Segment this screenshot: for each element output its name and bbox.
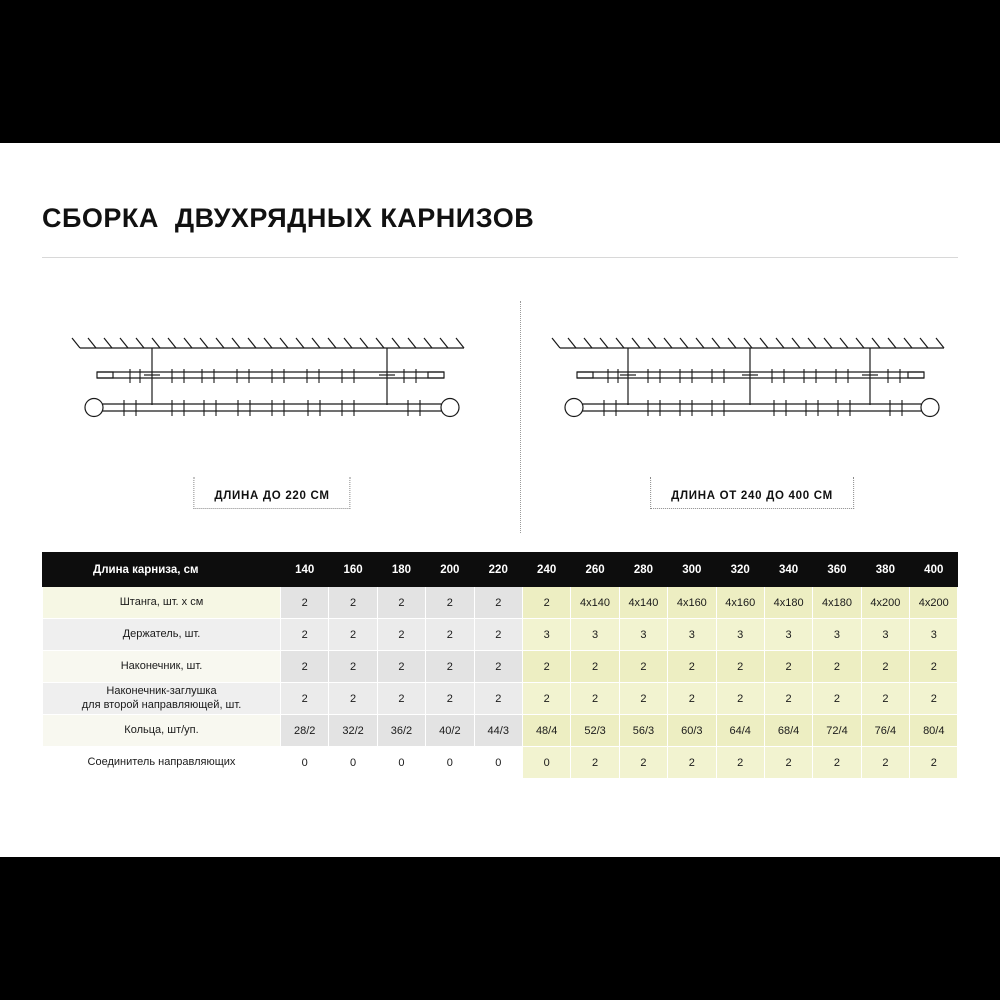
cell: 2 [668,747,716,779]
cell: 0 [377,747,425,779]
cell: 2 [764,651,812,683]
cell: 2 [668,683,716,715]
cell: 2 [619,747,667,779]
cell: 2 [716,651,764,683]
cell: 0 [522,747,570,779]
cell: 3 [861,619,909,651]
cell: 3 [619,619,667,651]
row-label-derzhatel: Держатель, шт. [43,619,281,651]
cell: 3 [716,619,764,651]
cell: 0 [474,747,522,779]
cell: 32/2 [329,715,377,747]
table-col-360: 360 [813,553,861,587]
diagram-divider [520,301,521,533]
cell: 2 [813,747,861,779]
cell: 2 [329,587,377,619]
table-col-160: 160 [329,553,377,587]
cell: 3 [668,619,716,651]
cell: 2 [619,683,667,715]
cell: 2 [861,651,909,683]
cell: 2 [474,619,522,651]
row-label-line1: Наконечник-заглушка [106,684,217,697]
diagram-long-caption: ДЛИНА ОТ 240 ДО 400 СМ [671,490,833,502]
row-label-soedinitel: Соединитель направляющих [43,747,281,779]
table-col-320: 320 [716,553,764,587]
cell: 4х140 [571,587,619,619]
cell: 2 [426,651,474,683]
table-row [43,651,958,683]
curtain-rod-long-svg [532,293,972,493]
cell: 2 [522,683,570,715]
cell: 4х180 [813,587,861,619]
cell: 40/2 [426,715,474,747]
cell: 80/4 [910,715,958,747]
table-col-380: 380 [861,553,909,587]
curtain-rod-short-svg [52,293,492,493]
cell: 2 [668,651,716,683]
diagram-long [532,293,972,533]
cell: 4х180 [764,587,812,619]
cell: 2 [377,683,425,715]
cell: 2 [377,651,425,683]
cell: 44/3 [474,715,522,747]
cell: 2 [910,747,958,779]
cell: 72/4 [813,715,861,747]
cell: 0 [426,747,474,779]
cell: 2 [910,683,958,715]
cell: 0 [329,747,377,779]
table-col-220: 220 [474,553,522,587]
cell: 56/3 [619,715,667,747]
cell: 4х160 [668,587,716,619]
cell: 2 [377,587,425,619]
caption-wrap-long [532,477,972,523]
cell: 2 [861,683,909,715]
diagram-short-caption: ДЛИНА ДО 220 СМ [214,490,330,502]
cell: 3 [764,619,812,651]
cell: 3 [813,619,861,651]
cell: 2 [426,619,474,651]
cell: 2 [522,587,570,619]
cell: 2 [329,619,377,651]
cell: 2 [377,619,425,651]
title-divider [42,257,958,258]
cell: 2 [813,651,861,683]
row-label-koltsa: Кольца, шт/уп. [43,715,281,747]
cell: 2 [764,683,812,715]
row-label-line2: для второй направляющей, шт. [81,698,242,711]
table-col-200: 200 [426,553,474,587]
cell: 64/4 [716,715,764,747]
cell: 3 [910,619,958,651]
table-row [43,587,958,619]
cell: 0 [281,747,329,779]
cell: 2 [571,683,619,715]
cell: 76/4 [861,715,909,747]
spec-table-wrap [42,552,958,779]
cell: 48/4 [522,715,570,747]
cell: 2 [910,651,958,683]
cell: 2 [474,587,522,619]
cell: 2 [716,747,764,779]
cell: 4х140 [619,587,667,619]
cell: 2 [474,683,522,715]
cell: 4х200 [861,587,909,619]
cell: 4х200 [910,587,958,619]
document-page [0,143,1000,857]
cell: 3 [522,619,570,651]
cell: 2 [522,651,570,683]
cell: 2 [474,651,522,683]
cell: 2 [329,651,377,683]
cell: 2 [571,747,619,779]
table-col-240: 240 [522,553,570,587]
cell: 4х160 [716,587,764,619]
row-label-shtanga: Штанга, шт. х см [43,587,281,619]
table-row [43,747,958,779]
cell: 2 [619,651,667,683]
table-header-label: Длина карниза, см [43,553,281,587]
table-row [43,715,958,747]
table-col-180: 180 [377,553,425,587]
table-col-300: 300 [668,553,716,587]
table-row [43,619,958,651]
cell: 52/3 [571,715,619,747]
cell: 28/2 [281,715,329,747]
cell: 2 [861,747,909,779]
spec-table [42,552,958,779]
diagram-area [42,293,958,533]
table-row [43,683,958,715]
table-col-140: 140 [281,553,329,587]
cell: 3 [571,619,619,651]
page-title: СБОРКА ДВУХРЯДНЫХ КАРНИЗОВ [42,203,535,233]
cell: 2 [281,651,329,683]
caption-box-long [650,477,854,509]
cell: 2 [329,683,377,715]
caption-wrap-short [52,477,492,523]
cell: 2 [426,587,474,619]
cell: 2 [813,683,861,715]
cell: 2 [716,683,764,715]
diagram-short [52,293,492,533]
table-col-260: 260 [571,553,619,587]
row-label-nakonechnik: Наконечник, шт. [43,651,281,683]
row-label-nakonechnik-zaglushka [43,683,281,715]
caption-box-short [193,477,350,509]
table-col-340: 340 [764,553,812,587]
cell: 36/2 [377,715,425,747]
table-col-280: 280 [619,553,667,587]
table-header-row [43,553,958,587]
cell: 60/3 [668,715,716,747]
cell: 2 [571,651,619,683]
cell: 2 [281,683,329,715]
cell: 2 [281,587,329,619]
cell: 2 [426,683,474,715]
cell: 68/4 [764,715,812,747]
cell: 2 [281,619,329,651]
table-col-400: 400 [910,553,958,587]
cell: 2 [764,747,812,779]
